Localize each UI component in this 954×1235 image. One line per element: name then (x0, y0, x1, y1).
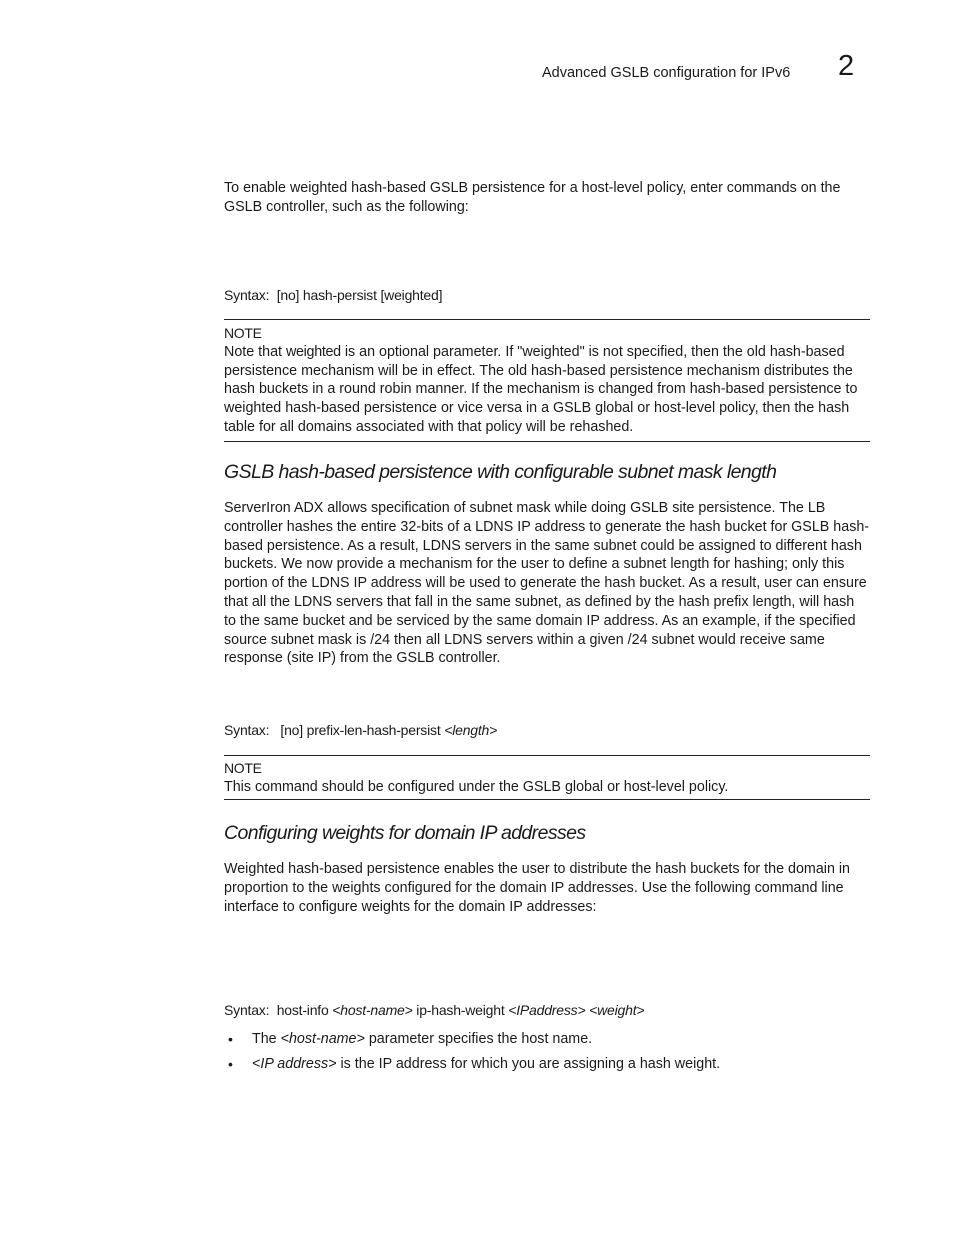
syntax-command: ip-hash-weight (416, 1002, 505, 1018)
syntax-label: Syntax: (224, 1002, 270, 1018)
section-body-weights: Weighted hash-based persistence enables the user to distribute the hash buckets for the domain in proportion to the weights configured for the domain IP addresses. Use the following command line interface to configure weights for the domain IP addresses: (224, 861, 851, 915)
note-label: NOTE (224, 325, 262, 341)
parameter-name: <host-name> (280, 1031, 365, 1047)
section-body-subnet-mask: ServerIron ADX allows specification of subnet mask while doing GSLB site persistence. The LB controller hashes the entire 32-bits of a LDNS IP address to generate the hash bucket for GSLB hash-based persistence. As a result, LDNS servers in the same subnet could be assigned to different hash buckets. We now provide a mechanism for the user to define a subnet length for hashing; only this portion of the LDNS IP address will be used to generate the hash bucket. As a result, user can ensure that all the LDNS servers that fall in the same subnet, as defined by the hash prefix length, will hash to the same bucket and be serviced by the same domain IP address. As an example, if the specified source subnet mask is /24 then all LDNS servers within a given /24 subnet would receive same response (site IP) from the GSLB controller. (224, 500, 870, 667)
section-heading-weights: Configuring weights for domain IP addresses (224, 822, 586, 844)
bullet-icon: • (228, 1031, 233, 1047)
parameter-list (224, 1030, 870, 1080)
syntax-command: host-info (276, 1002, 329, 1018)
intro-paragraph: To enable weighted hash-based GSLB persistence for a host-level policy, enter commands on the GSLB controller, such as the following: (224, 180, 841, 215)
section-heading-subnet-mask: GSLB hash-based persistence with configurable subnet mask length (224, 461, 777, 483)
note-text: Note that weighted is an optional parameter. If "weighted" is not specified, then the old hash-based persistence mechanism will be in effect. The old hash-based persistence mechanism distributes the hash buckets in a round robin manner. If the mechanism is changed from hash-based persistence to weighted hash-based persistence or vice versa in a GSLB global or host-level policy, then the hash table for all domains associated with that policy will be rehashed. (224, 343, 858, 435)
list-item: • The <host-name> parameter specifies the host name. (228, 1031, 593, 1047)
parameter-name: <IP address> (252, 1056, 337, 1072)
syntax-command: [no] hash-persist [weighted] (276, 287, 443, 303)
syntax-hash-persist (224, 287, 442, 303)
bullet-icon: • (228, 1056, 233, 1072)
syntax-command: [no] prefix-len-hash-persist (280, 722, 441, 738)
syntax-argument: <weight> (589, 1002, 645, 1018)
syntax-argument: <host-name> (332, 1002, 413, 1018)
running-header-title: Advanced GSLB configuration for IPv6 (542, 65, 791, 81)
syntax-argument: <IPaddress> (508, 1002, 586, 1018)
note-text: This command should be configured under the GSLB global or host-level policy. (224, 778, 729, 795)
note-policy (224, 755, 870, 800)
syntax-label: Syntax: (224, 287, 270, 303)
note-weighted (224, 319, 870, 442)
note-label: NOTE (224, 760, 262, 776)
syntax-prefix-len (224, 722, 497, 738)
syntax-argument: <length> (444, 722, 498, 738)
list-item: • <IP address> is the IP address for which you are assigning a hash weight. (228, 1056, 721, 1072)
syntax-label: Syntax: (224, 722, 270, 738)
note-keyword: weighted (286, 343, 341, 360)
chapter-number: 2 (838, 50, 855, 82)
syntax-host-info (224, 1002, 644, 1018)
